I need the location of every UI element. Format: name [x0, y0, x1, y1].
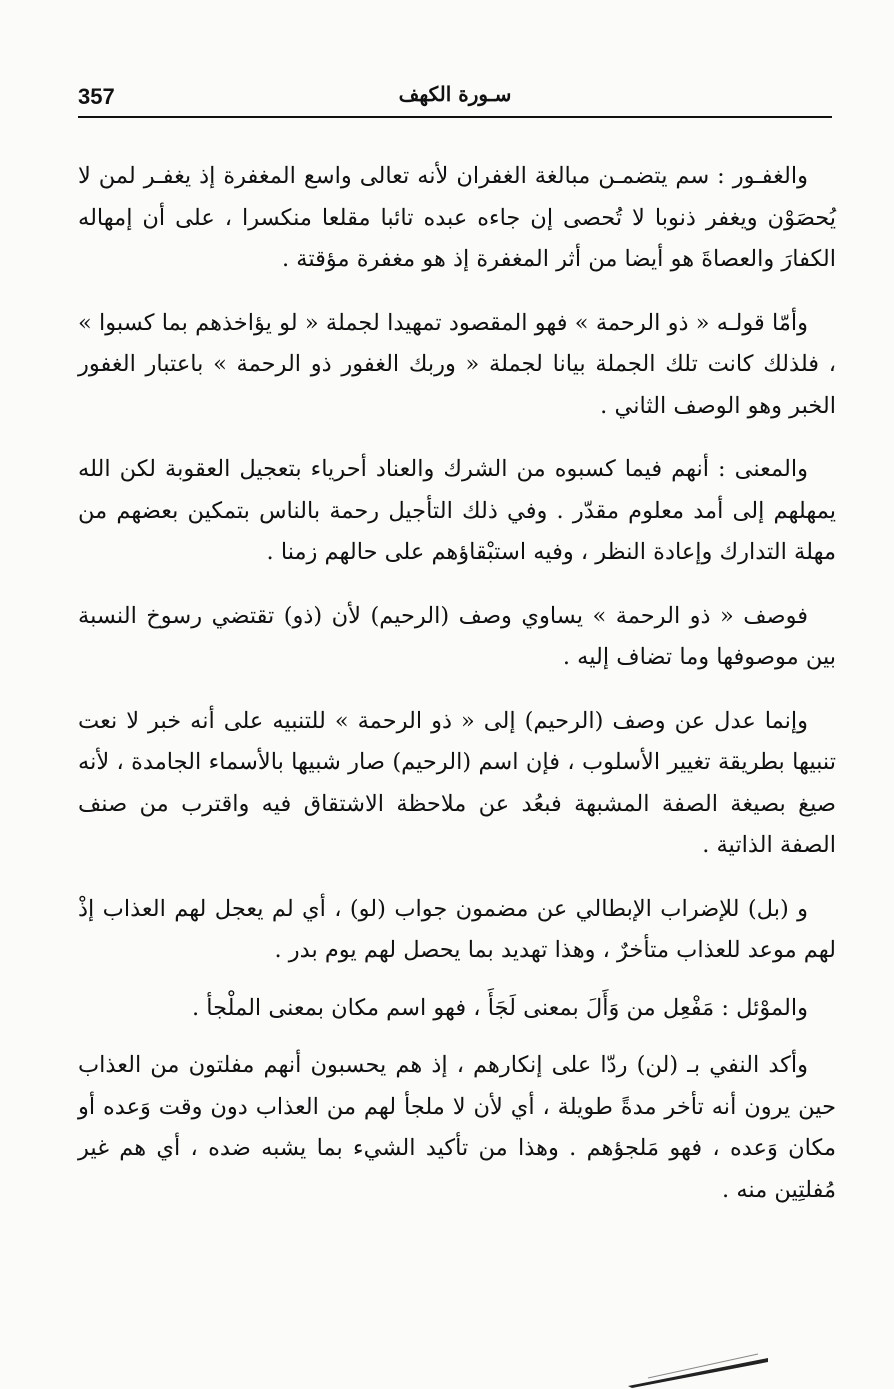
paragraph-8: وأكد النفي بـ (لن) ردّا على إنكارهم ، إذ هم يحسبون أنهم مفلتون من العذاب حين يرون أنه تأخر مدةً طويلة ، أي لأن لا ملجأ لهم من العذاب دون وقت وَعده أو مكان وَعده ، فهو مَلجؤهم . وهذا من تأكيد الشيء بما يشبه ضده ، أي هم غير مُفلتِين منه . [78, 1052, 836, 1203]
running-title: سـورة الكهف [398, 82, 512, 106]
paragraph-3: والمعنى : أنهم فيما كسبوه من الشرك والعناد أحرياء بتعجيل العقوبة لكن الله يمهلهم إلى أمد معلوم مقدّر . وفي ذلك التأجيل رحمة بالناس بتمكين بعضهم من مهلة التدارك وإعادة النظر ، وفيه استبْقاؤهم على حالهم زمنا . [78, 456, 836, 565]
page-header [78, 82, 832, 118]
paragraph-1: والغفـور : سم يتضمـن مبالغة الغفران لأنه تعالى واسع المغفرة إذ يغفـر لمن لا يُحصَوْن ويغفر ذنوبا لا تُحصى إن جاءه عبده تائبا مقلعا منكسرا ، على أن إمهاله الكفارَ والعصاةَ هو أيضا من أثر المغفرة إذ هو مغفرة مؤقتة . [78, 163, 836, 272]
page-number: 357 [78, 84, 115, 109]
page-edge-shadow [628, 1348, 768, 1388]
body-text [78, 156, 836, 1233]
paragraph-2: وأمّا قولـه « ذو الرحمة » فهو المقصود تمهيدا لجملة « لو يؤاخذهم بما كسبوا » ، فلذلك كانت تلك الجملة بيانا لجملة « وربك الغفور ذو الرحمة » باعتبار الغفور الخبر وهو الوصف الثاني . [78, 309, 836, 419]
paragraph-5: وإنما عدل عن وصف (الرحيم) إلى « ذو الرحمة » للتنبيه على أنه خبر لا نعت تنبيها بطريقة تغيير الأسلوب ، فإن اسم (الرحيم) صار شبيها بالأسماء الجامدة ، لأنه صيغ بصيغة الصفة المشبهة فبعُد عن ملاحظة الاشتقاق فيه واقترب من صنف الصفة الذاتية . [78, 707, 836, 858]
paragraph-6: و (بل) للإضراب الإبطالي عن مضمون جواب (لو) ، أي لم يعجل لهم العذاب إذْ لهم موعد للعذاب متأخرٌ ، وهذا تهديد بما يحصل لهم يوم بدر . [78, 895, 836, 963]
paragraph-4: فوصف « ذو الرحمة » يساوي وصف (الرحيم) لأن (ذو) تقتضي رسوخ النسبة بين موصوفها وما تضاف إليه . [78, 602, 836, 670]
paragraph-7: والموْئل : مَفْعِل من وَأَلَ بمعنى لَجَأَ ، فهو اسم مكان بمعنى الملْجأ . [191, 994, 808, 1021]
